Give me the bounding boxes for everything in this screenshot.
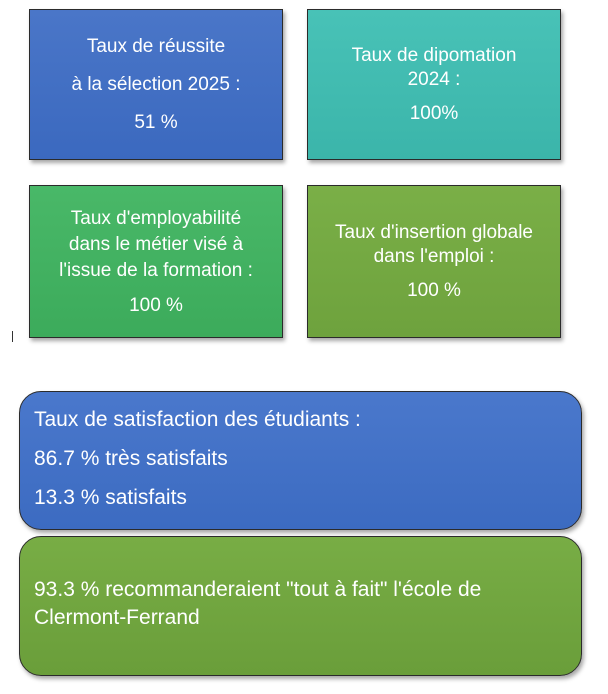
tile-label-line: l'issue de la formation : xyxy=(59,259,253,281)
satisfaction-banner xyxy=(19,391,582,530)
recommendation-line: 93.3 % recommanderaient "tout à fait" l'école de xyxy=(34,578,482,601)
tile-value: 100% xyxy=(409,102,459,124)
tile-value: 100 % xyxy=(407,279,461,301)
tile-label-line: Taux d'insertion globale xyxy=(335,221,533,243)
tile-selection-success-rate xyxy=(29,9,283,160)
tile-label-line: Taux de dipomation xyxy=(351,44,517,66)
text-cursor xyxy=(12,331,13,342)
tile-global-insertion-rate xyxy=(307,185,561,338)
tile-label-line: Taux d'employabilité xyxy=(70,207,242,229)
tile-employability-rate xyxy=(29,185,283,338)
recommendation-banner xyxy=(19,536,582,676)
tile-value: 100 % xyxy=(129,294,183,316)
recommendation-line: Clermont-Ferrand xyxy=(34,606,200,629)
tile-label-line: Taux de réussite xyxy=(86,35,226,57)
satisfied-stat: 13.3 % satisfaits xyxy=(34,486,187,509)
tile-label-line: dans le métier visé à xyxy=(68,233,244,255)
tile-value: 51 % xyxy=(134,111,178,133)
tile-label-line: dans l'emploi : xyxy=(373,245,495,267)
satisfaction-title: Taux de satisfaction des étudiants : xyxy=(34,408,361,431)
tile-graduation-rate xyxy=(307,9,561,160)
tile-label-line: 2024 : xyxy=(407,68,461,90)
tile-label-line: à la sélection 2025 : xyxy=(71,73,241,95)
very-satisfied-stat: 86.7 % très satisfaits xyxy=(34,447,228,470)
